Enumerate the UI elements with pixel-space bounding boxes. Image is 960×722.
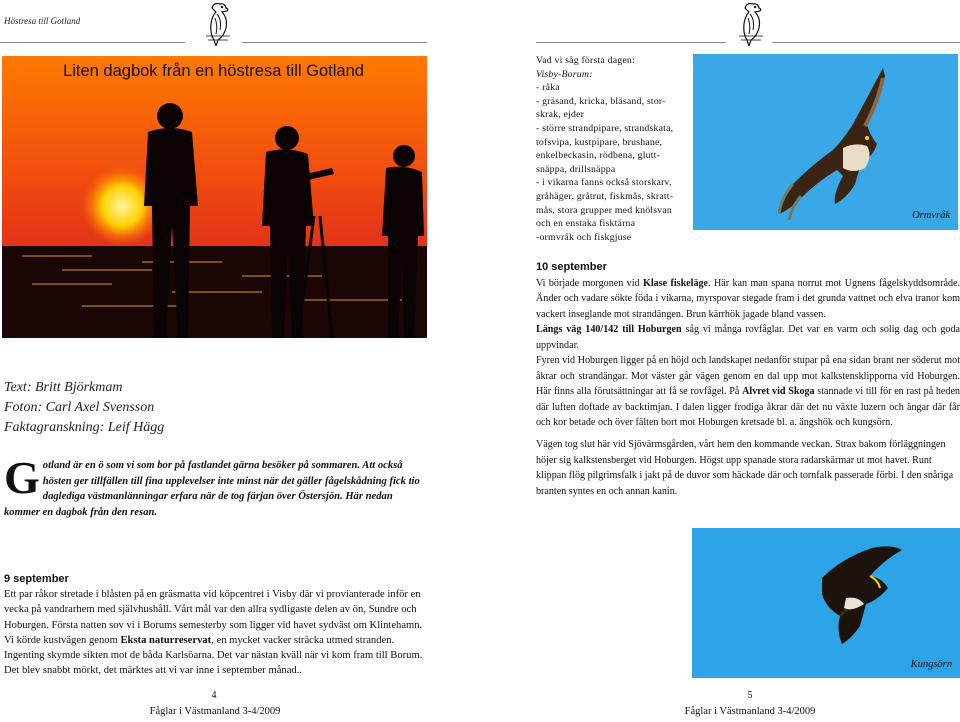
bird-logo-icon [198, 0, 238, 44]
section-body [536, 276, 960, 323]
place-name: Alvret vid Skoga [742, 386, 815, 397]
page-number-left: 4 [211, 690, 217, 701]
section-heading: 10 september [536, 261, 607, 273]
sightings-list [536, 54, 688, 244]
footer-left: Fåglar i Västmanland 3-4/2009 [149, 706, 281, 717]
buzzard-photo [693, 54, 958, 230]
header-rule-right [536, 42, 726, 43]
section-heading: 9 september [4, 573, 69, 585]
sightings-place: Visby-Borum: [536, 68, 593, 80]
photo-caption: Kungsörn [910, 659, 952, 670]
sunset-photo [2, 56, 427, 338]
page-number-right: 5 [747, 690, 753, 701]
body-text: stannade vi till för en rast på heden där luften doftade av backtimjan. I dalen ligger frodiga åkrar där det nu växte luzern och ängar där får och kor betade och över fälten bort mot Hoburgen kretsade bl. a. ängshök och kungsörn. [536, 386, 960, 428]
body-text: Fyren vid Hoburgen ligger på en höjd och landskapet nedanför stupar på ena sidan brant ner söderut mot åkrar och strandängar. Mot väster går vägen genom en dal upp mot kalkstensklipporna vid Hoburgen. Här finns alla förutsättningar att få se rovfågel. På [536, 355, 960, 397]
section-body [4, 587, 429, 678]
sighting-line: - råka [536, 82, 560, 94]
section-body [536, 353, 960, 431]
intro-paragraph [4, 452, 428, 520]
body-text: Ett par råkor stretade i blåsten på en gräsmatta vid köpcentret i Visby där vi provianterade inför en vecka på vandrarhem med självhushåll. Vårt mål var den allra sydligaste delen av ön, Sundre och Hoburgen. Första natten sov vi i Borums semesterby som ligger vid havet sydväst om Klintehamn. Vi körde kustvägen genom [4, 589, 423, 646]
sighting-line: gråhäger, gråtrut, fiskmås, skratt- [536, 190, 674, 202]
running-header: Höstresa till Gotland [4, 16, 81, 26]
sighting-line: tofsvipa, kustpipare, brushane, [536, 136, 663, 148]
credits [4, 378, 164, 438]
place-name: Klase fiskeläge [642, 277, 709, 289]
place-name: Längs väg 140/142 till Hoburgen [536, 324, 682, 335]
paragraph: Vägen tog slut här vid Sjövärmsgården, vårt hem den kommande veckan. Strax bakom förläggningen höjer sig kalkstensberget vid Hoburgen. Högst upp spanade stora radarskärmar ut mot havet. Runt klippan flög pilgrimsfalk i jakt på de duvor som häckade där och tornfalk passerade förbi. I den snåriga branten syntes en och annan kanin. [536, 439, 954, 497]
sighting-line: - i vikarna fanns också storskarv, [536, 177, 672, 189]
intro-text: otland är en ö som vi som bor på fastlandet gärna besöker på sommaren. Att också hösten ger tillfällen till fina upplevelser inte minst när det gäller fågelskådning fick tio daglediga västmanlänningar erfara när de tog färjan över Östersjön. Här nedan kommer en dagbok från den resan. [4, 460, 420, 518]
photo-caption: Ormvråk [912, 210, 950, 221]
footer-right: Fåglar i Västmanland 3-4/2009 [684, 706, 816, 717]
sighting-line: snäppa, drillsnäppa [536, 163, 616, 175]
sighting-line: och en enstaka fisktärna [536, 218, 636, 230]
drop-cap: G [4, 452, 40, 503]
sighting-line: - gräsand, kricka, bläsand, stor- [536, 95, 666, 107]
section-sep9 [4, 572, 429, 678]
golden-eagle-photo [692, 528, 960, 678]
body-text: , en mycket vacker sträcka utmed stranden. Ingenting skymde sikten mot de båda Karlsöarna. Det var nästan kväll när vi kom fram till Borum. Det blev snabbt mörkt, det märktes att vi var inne i september månad.. [4, 634, 423, 677]
page-title: Liten dagbok från en höstresa till Gotland [63, 62, 364, 80]
bird-logo-icon [731, 0, 771, 44]
place-name: Eksta naturreservat [120, 634, 212, 646]
sightings-intro: Vad vi såg första dagen: [536, 55, 635, 66]
credit-photo: Foton: Carl Axel Svensson [4, 400, 155, 415]
sighting-line: skrak, ejder [536, 109, 585, 121]
credit-text: Text: Britt Björkmam [4, 380, 123, 395]
sighting-line: enkelbeckasin, rödbena, glutt- [536, 150, 661, 162]
header-rule-right-2 [772, 42, 960, 43]
sighting-line: -ormvråk och fiskgjuse [536, 231, 632, 243]
body-text: . Här kan man spana norrut mot Ugnens fågelskyddsområde. Änder och vadare sökte föda i vikarna, myrspovar stegade fram i det grunda vattnet och elva tranor kom vackert inseglande mot strandängen. Brun kärrhök jagade bland vassen. [536, 277, 960, 320]
body-text: såg vi många rovfåglar. Det var en varm och solig dag och goda uppvindar. [536, 324, 960, 351]
sighting-line: mås, stora grupper med knölsvan [536, 204, 672, 216]
section-sep10 [536, 260, 960, 431]
section-body [536, 322, 960, 353]
body-text: Vi började morgonen vid [536, 277, 643, 289]
credit-review: Faktagranskning: Leif Hägg [4, 420, 165, 435]
header-rule-left [0, 42, 185, 43]
sightings-lines [536, 81, 688, 244]
header-rule-left-2 [242, 42, 427, 43]
sighting-line: - större strandpipare, strandskata, [536, 122, 674, 134]
